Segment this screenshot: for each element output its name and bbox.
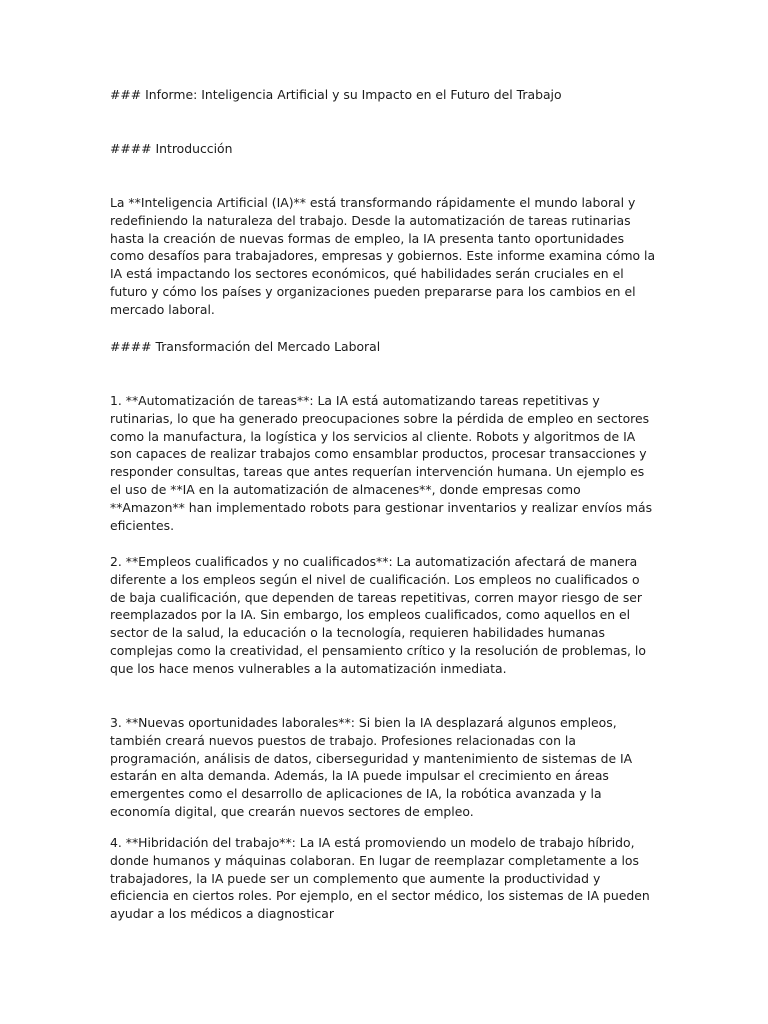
report-title: ### Informe: Inteligencia Artificial y su Impacto en el Futuro del Trabajo xyxy=(110,87,562,102)
section-heading: #### Transformación del Mercado Laboral xyxy=(110,339,381,354)
list-item-automation: 1. **Automatización de tareas**: La IA está automatizando tareas repetitivas y rutinarias, lo que ha generado preocupaciones sobre la pérdida de empleo en sectores como la manufactura, la logística y los servicios al cliente. Robots y algoritmos de IA son capaces de realizar trabajos como ensamblar productos, procesar transacciones y responder consultas, tareas que antes requerían intervención humana. Un ejemplo es el uso de **IA en la automatización de almacenes**, donde empresas como **Amazon** han implementado robots para gestionar inventarios y realizar envíos más eficientes. xyxy=(110,393,653,533)
introduction-paragraph: La **Inteligencia Artificial (IA)** está transformando rápidamente el mundo laboral y redefiniendo la naturaleza del trabajo. Desde la automatización de tareas rutinarias hasta la creación de nuevas formas de empleo, la IA presenta tanto oportunidades como desafíos para trabajadores, empresas y gobiernos. Este informe examina cómo la IA está impactando los sectores económicos, qué habilidades serán cruciales en el futuro y cómo los países y organizaciones pueden prepararse para los cambios en el mercado laboral. xyxy=(110,195,656,317)
list-item-new-opportunities: 3. **Nuevas oportunidades laborales**: Si bien la IA desplazará algunos empleos, también creará nuevos puestos de trabajo. Profesiones relacionadas con la programación, análisis de datos, ciberseguridad y mantenimiento de sistemas de IA estarán en alta demanda. Además, la IA puede impulsar el crecimiento en áreas emergentes como el desarrollo de aplicaciones de IA, la robótica avanzada y la economía digital, que crearán nuevos sectores de empleo. xyxy=(110,715,633,819)
list-item-hybrid-work: 4. **Hibridación del trabajo**: La IA está promoviendo un modelo de trabajo híbrido, donde humanos y máquinas colaboran. En lugar de reemplazar completamente a los trabajadores, la IA puede ser un complemento que aumente la productividad y eficiencia en ciertos roles. Por ejemplo, en el sector médico, los sistemas de IA pueden ayudar a los médicos a diagnosticar xyxy=(110,835,650,922)
list-item-skilled-jobs: 2. **Empleos cualificados y no cualificados**: La automatización afectará de manera diferente a los empleos según el nivel de cualificación. Los empleos no cualificados o de baja cualificación, que dependen de tareas repetitivas, corren mayor riesgo de ser reemplazados por la IA. Sin embargo, los empleos cualificados, como aquellos en el sector de la salud, la educación o la tecnología, requieren habilidades humanas complejas como la creatividad, el pensamiento crítico y la resolución de problemas, lo que los hace menos vulnerables a la automatización inmediata. xyxy=(110,554,646,676)
introduction-heading: #### Introducción xyxy=(110,141,233,156)
